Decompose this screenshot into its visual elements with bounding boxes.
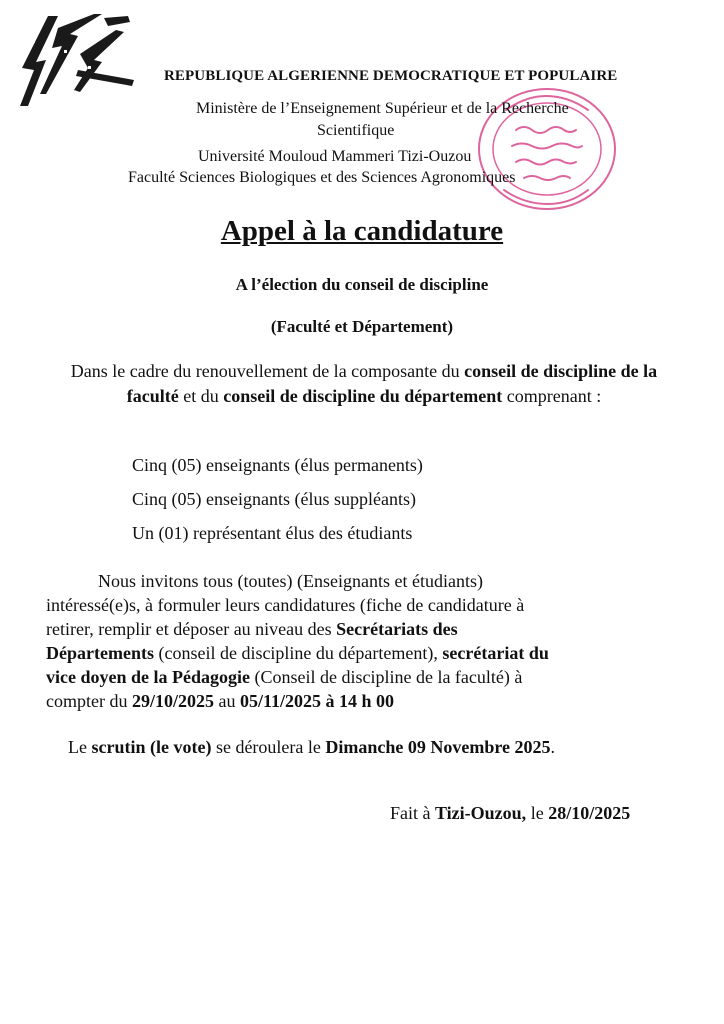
header-ministry-continued: Scientifique bbox=[317, 122, 395, 139]
list-item: Cinq (05) enseignants (élus suppléants) bbox=[132, 489, 416, 509]
invitation-text: (conseil de discipline du département), bbox=[153, 643, 443, 663]
vote-statement bbox=[68, 737, 555, 758]
invitation-text: retirer, remplir et déposer au niveau des bbox=[46, 619, 337, 639]
invitation-bold: Secrétariats des bbox=[336, 619, 458, 639]
subtitle-scope: (Faculté et Département) bbox=[270, 317, 454, 336]
header-faculty: Faculté Sciences Biologiques et des Sciences Agronomiques bbox=[128, 169, 516, 186]
invitation-line bbox=[46, 617, 686, 641]
document-title: Appel à la candidature bbox=[220, 215, 504, 247]
start-date: 29/10/2025 bbox=[131, 691, 214, 711]
list-item: Cinq (05) enseignants (élus permanents) bbox=[132, 455, 423, 475]
intro-bold-department-council: conseil de discipline du département bbox=[223, 386, 503, 406]
invitation-bold: secrétariat du bbox=[442, 643, 549, 663]
invitation-line: intéressé(e)s, à formuler leurs candidatures (fiche de candidature à bbox=[46, 595, 525, 615]
invitation-paragraph bbox=[46, 569, 686, 713]
intro-text-1: Dans le cadre du renouvellement de la composante du bbox=[70, 361, 465, 381]
invitation-bold: vice doyen de la Pédagogie bbox=[46, 667, 250, 687]
subtitle-election: A l’élection du conseil de discipline bbox=[235, 275, 489, 294]
invitation-line bbox=[46, 689, 686, 713]
list-item: Un (01) représentant élus des étudiants bbox=[132, 523, 413, 543]
vote-date: Dimanche 09 Novembre 2025 bbox=[325, 737, 551, 757]
vote-text: . bbox=[550, 737, 556, 757]
invitation-line bbox=[46, 641, 686, 665]
invitation-text: au bbox=[214, 691, 240, 711]
members-list bbox=[132, 454, 423, 556]
header-university: Université Mouloud Mammeri Tizi-Ouzou bbox=[198, 148, 472, 165]
university-logo-icon bbox=[18, 10, 136, 110]
intro-paragraph bbox=[54, 359, 674, 409]
invitation-line bbox=[46, 665, 686, 689]
vote-text: Le bbox=[68, 737, 92, 757]
invitation-text: (Conseil de discipline de la faculté) à bbox=[249, 667, 523, 687]
invitation-bold: Départements bbox=[46, 643, 154, 663]
intro-text-2: et du bbox=[178, 386, 224, 406]
header-ministry: Ministère de l’Enseignement Supérieur et de la Recherche bbox=[196, 100, 569, 117]
signature-text: le bbox=[526, 803, 549, 823]
header-republic: REPUBLIQUE ALGERIENNE DEMOCRATIQUE ET POPULAIRE bbox=[164, 68, 618, 84]
intro-bold-faculty-council: conseil de discipline de la faculté bbox=[126, 361, 658, 406]
signature-place: Tizi-Ouzou, bbox=[435, 803, 527, 823]
invitation-text: compter du bbox=[46, 691, 132, 711]
signature-line bbox=[390, 803, 630, 824]
signature-text: Fait à bbox=[390, 803, 435, 823]
vote-text: se déroulera le bbox=[211, 737, 326, 757]
end-date: 05/11/2025 à 14 h 00 bbox=[240, 691, 395, 711]
intro-text-3: comprenant : bbox=[502, 386, 602, 406]
vote-bold-scrutin: scrutin (le vote) bbox=[91, 737, 212, 757]
invitation-line: Nous invitons tous (toutes) (Enseignants et étudiants) bbox=[98, 571, 483, 591]
signature-date: 28/10/2025 bbox=[548, 803, 631, 823]
